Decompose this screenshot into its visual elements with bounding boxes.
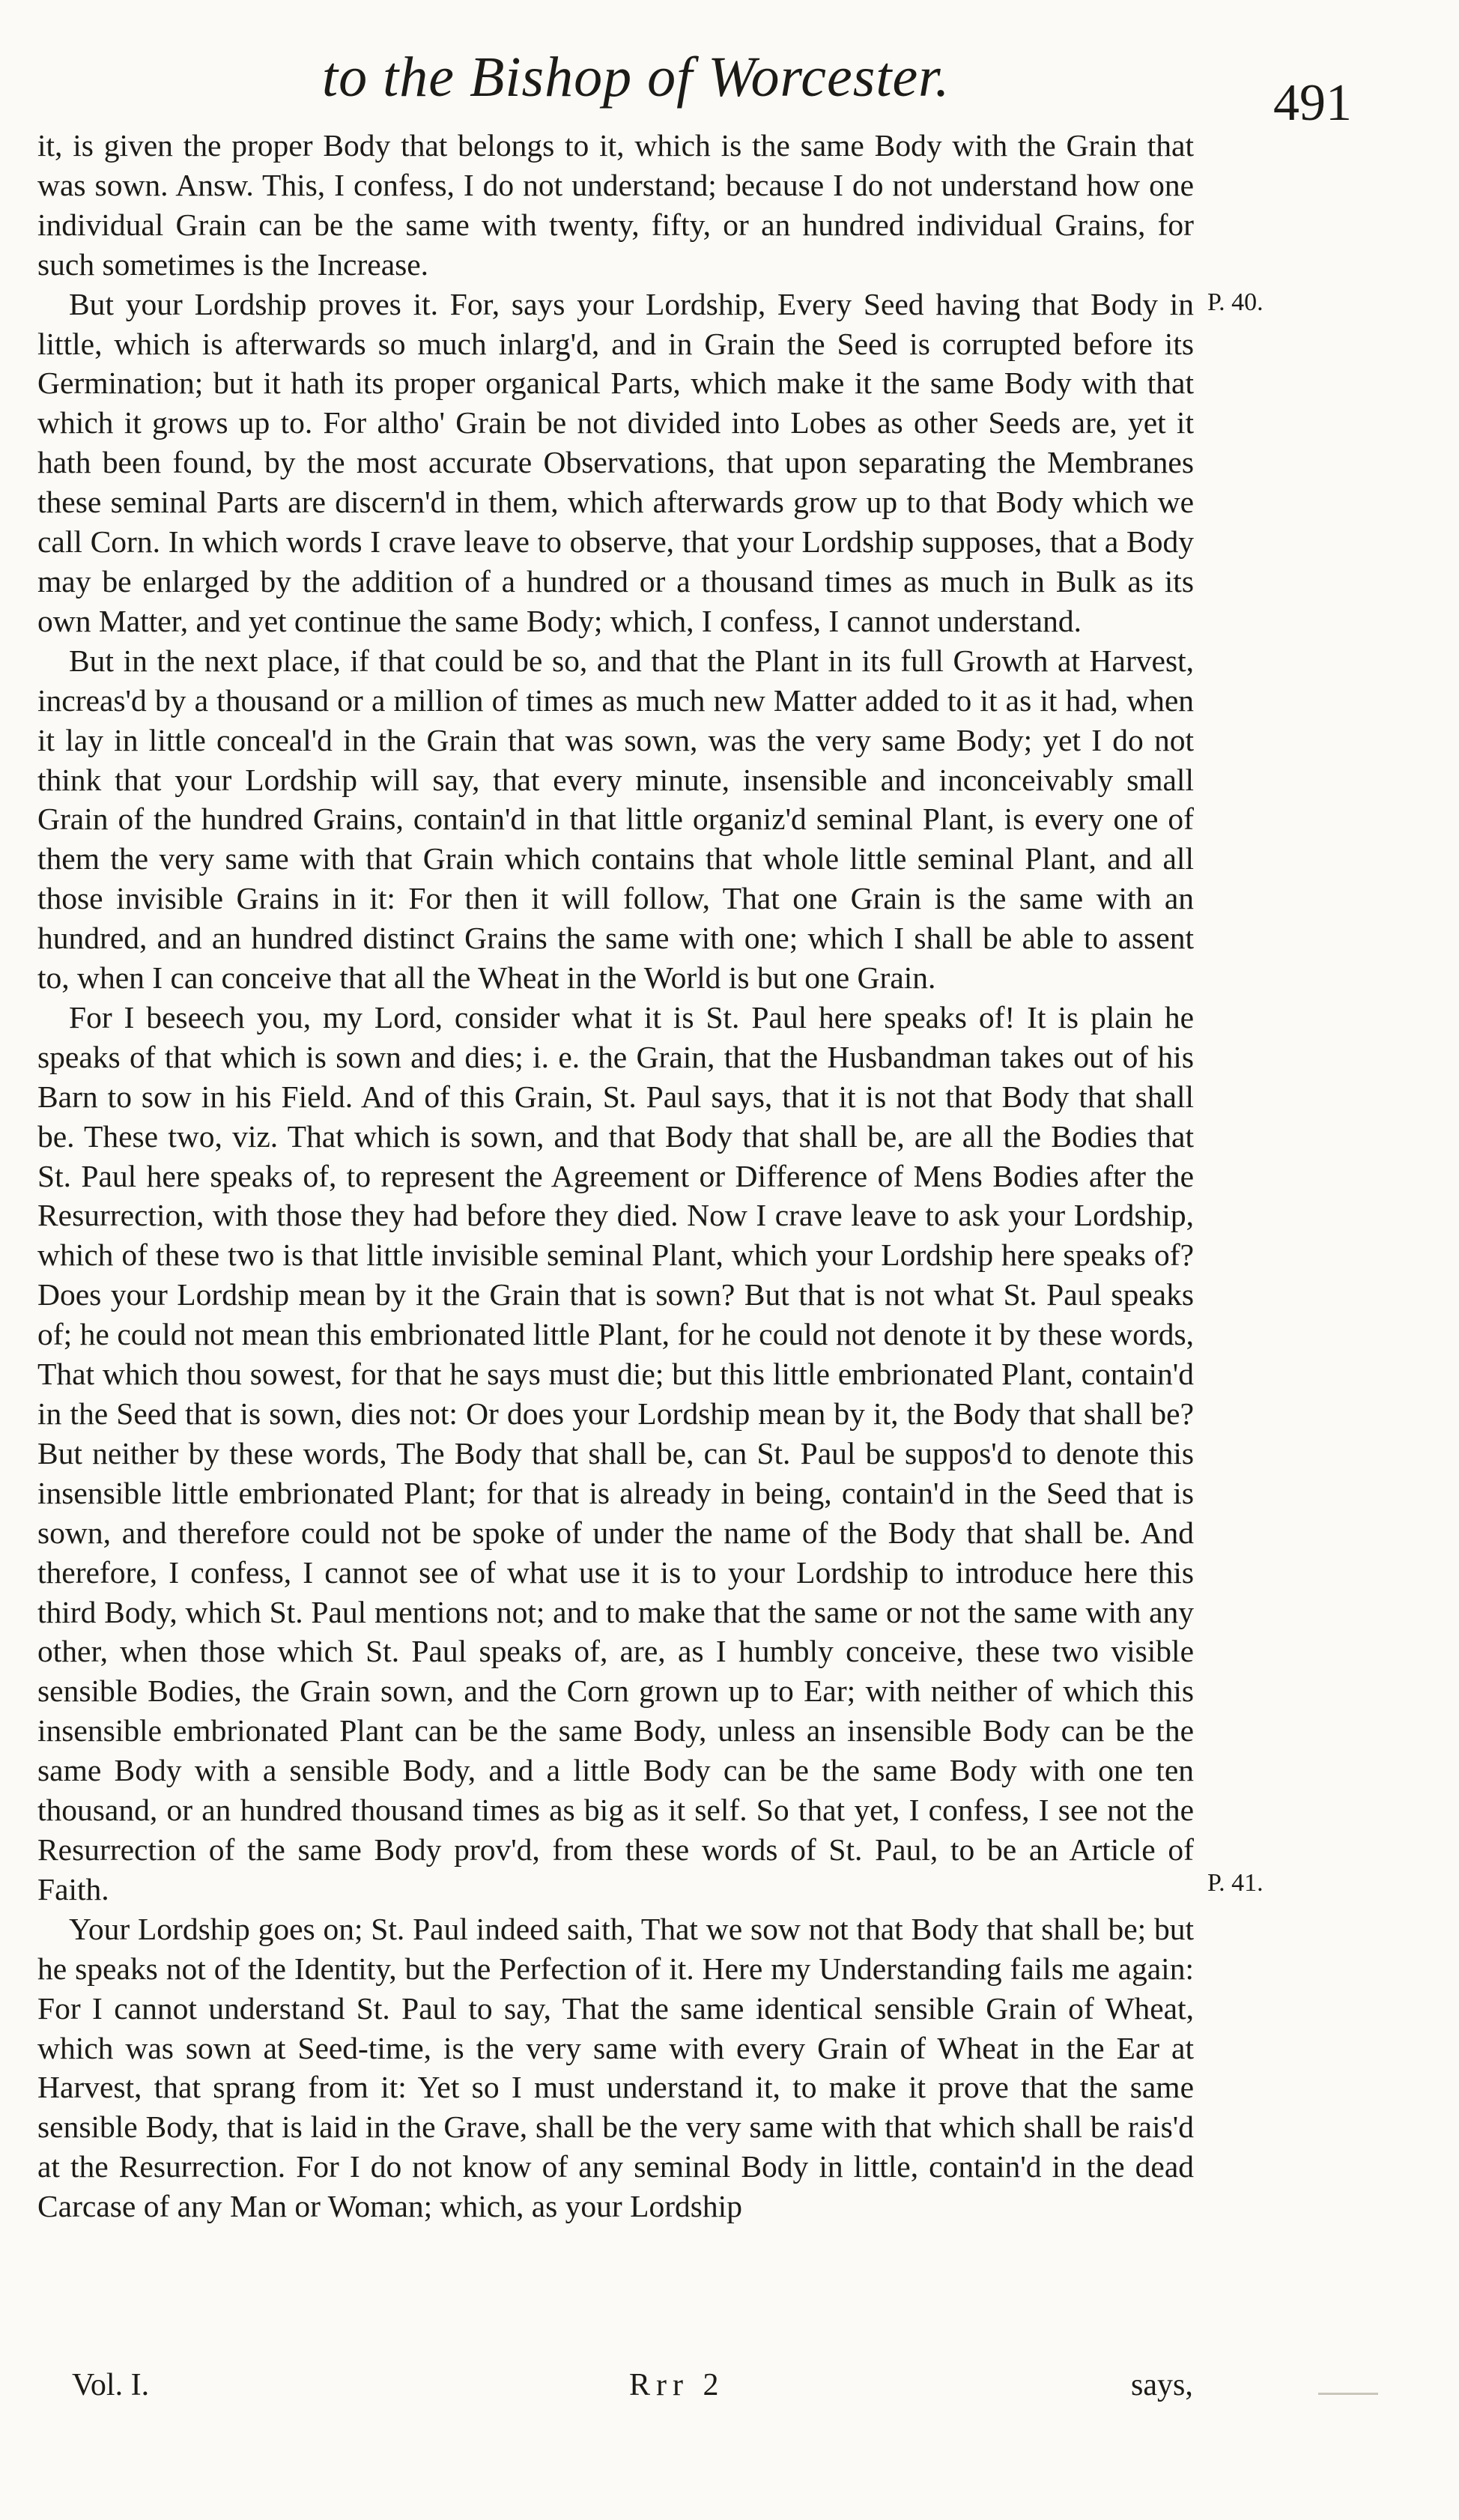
volume-label: Vol. I.	[72, 2368, 150, 2402]
page-number: 491	[1273, 74, 1352, 132]
paragraph-2: But your Lordship proves it. For, says your Lordship, Every Seed having that Body in little, which is afterwards so much inlarg'd, and in Grain the Seed is corrupted before its Germination; but it hath its proper organical Parts, which make it the same Body with that which it grows up to. For altho' Grain be not divided into Lobes as other Seeds are, yet it hath been found, by the most accurate Observations, that upon separating the Membranes these seminal Parts are discern'd in them, which afterwards grow up to that Body which we call Corn. In which words I crave leave to observe, that your Lordship supposes, that a Body may be enlarged by the addition of a hundred or a thousand times as much in Bulk as its own Matter, and yet continue the same Body; which, I confess, I cannot understand.	[37, 286, 1194, 638]
catchword: says,	[1131, 2368, 1193, 2402]
paragraph-5: Your Lordship goes on; St. Paul indeed saith, That we sow not that Body that shall be; but he speaks not of the Identity, but the Perfection of it. Here my Understanding fails me again: For I cannot understand St. Paul to say, That the same identical sensible Grain of Wheat, which was sown at Seed-time, is the very same with every Grain of Wheat in the Ear at Harvest, that sprang from it: Yet so I must understand it, to make it prove that the same sensible Body, that is laid in the Grave, shall be the very same with that which shall be rais'd at the Resurrection. For I do not know of any seminal Body in little, contain'd in the dead Carcase of any Man or Woman; which, as your Lordship	[37, 1911, 1194, 2224]
page-header	[0, 31, 1459, 132]
running-title: to the Bishop of Worcester.	[322, 46, 950, 109]
paragraph-3: But in the next place, if that could be so, and that the Plant in its full Growth at Harvest, increas'd by a thousand or a million of times as much new Matter added to it as it had, when it lay in little conceal'd in the Grain that was sown, was the very same Body; yet I do not think that your Lordship will say, that every minute, insensible and inconceivably small Grain of the hundred Grains, contain'd in that little organiz'd seminal Plant, is every one of them the very same with that Grain which contains that whole little seminal Plant, and all those invisible Grains in it: For then it will follow, That one Grain is the same with an hundred, and an hundred distinct Grains the same with one; which I shall be able to assent to, when I can conceive that all the Wheat in the World is but one Grain.	[37, 643, 1194, 996]
signature-mark: Rrr 2	[629, 2368, 725, 2402]
margin-note-p40: P. 40.	[1207, 288, 1264, 316]
page-footer	[0, 2367, 1459, 2412]
ink-smudge	[1318, 2393, 1378, 2395]
margin-note-p41: P. 41.	[1207, 1869, 1264, 1897]
paragraph-4: For I beseech you, my Lord, consider what it is St. Paul here speaks of! It is plain he speaks of that which is sown and dies; i. e. the Grain, that the Husbandman takes out of his Barn to sow in his Field. And of this Grain, St. Paul says, that it is not that Body that shall be. These two, viz. That which is sown, and that Body that shall be, are all the Bodies that St. Paul here speaks of, to represent the Agreement or Difference of Mens Bodies after the Resurrection, with those they had before they died. Now I crave leave to ask your Lordship, which of these two is that little invisible seminal Plant, which your Lordship here speaks of? Does your Lordship mean by it the Grain that is sown? But that is not what St. Paul speaks of; he could not mean this embrionated little Plant, for he could not denote it by these words, That which thou sowest, for that he says must die; but this little embrionated Plant, contain'd in the Seed that is sown, dies not: Or does your Lordship mean by it, the Body that shall be? But neither by these words, The Body that shall be, can St. Paul be suppos'd to denote this insensible little embrionated Plant; for that is already in being, contain'd in the Seed that is sown, and therefore could not be spoke of under the name of the Body that shall be. And therefore, I confess, I cannot see of what use it is to your Lordship to introduce here this third Body, which St. Paul mentions not; and to make that the same or not the same with any other, when those which St. Paul speaks of, are, as I humbly conceive, these two visible sensible Bodies, the Grain sown, and the Corn grown up to Ear; with neither of which this insensible embrionated Plant can be the same Body, unless an insensible Body can be the same Body with a sensible Body, and a little Body can be the same Body with one ten thousand, or an hundred thousand times as big as it self. So that yet, I confess, I see not the Resurrection of the same Body prov'd, from these words of St. Paul, to be an Article of Faith.	[37, 999, 1194, 1906]
body-text	[37, 126, 1194, 2226]
paragraph-1: it, is given the proper Body that belongs to it, which is the same Body with the Grain that was sown. Answ. This, I confess, I do not understand; because I do not understand how one individual Grain can be the same with twenty, fifty, or an hundred individual Grains, for such sometimes is the Increase.	[37, 128, 1194, 282]
